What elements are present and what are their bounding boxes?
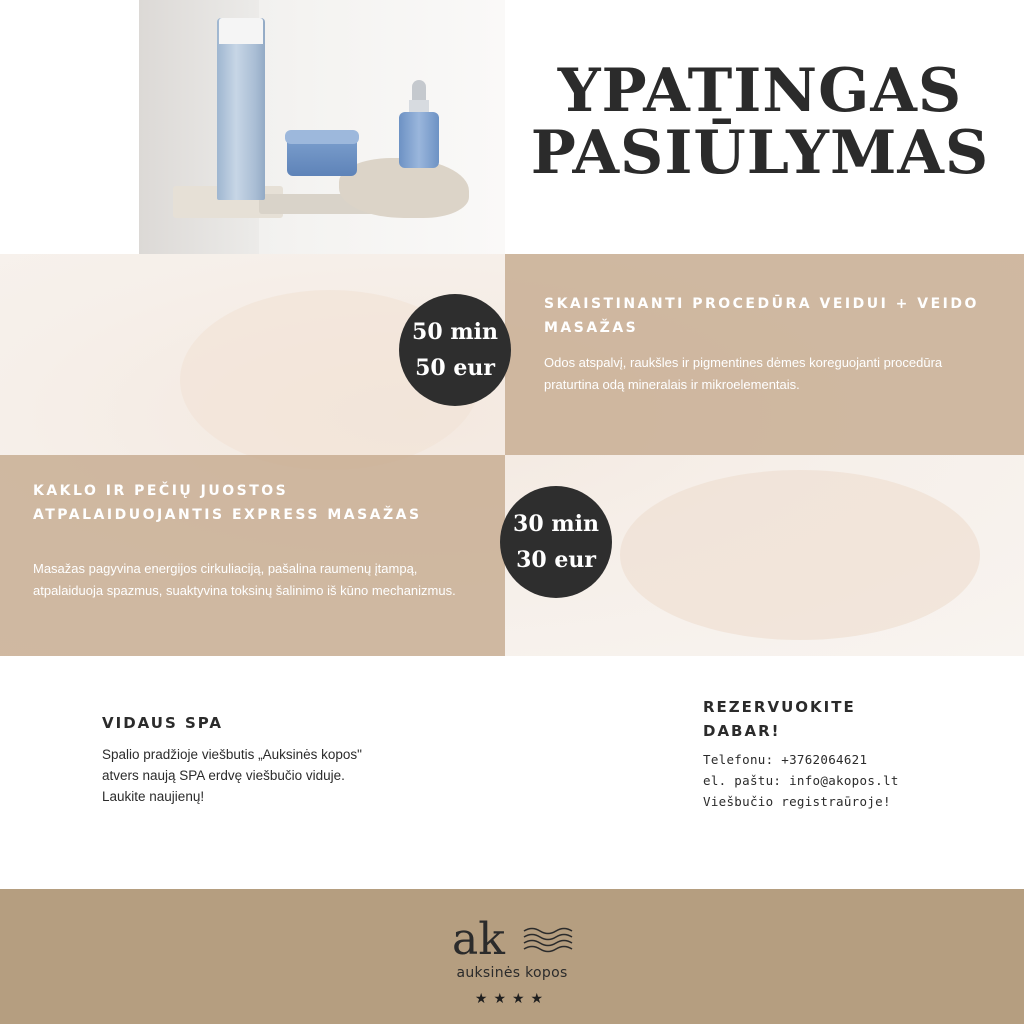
spa-heading: VIDAUS SPA bbox=[102, 714, 224, 732]
toner-bottle bbox=[217, 18, 265, 200]
reception-text: Viešbučio registraūroje! bbox=[703, 794, 891, 809]
spa-text bbox=[102, 744, 422, 807]
email-text[interactable]: el. paštu: info@akopos.lt bbox=[703, 773, 899, 788]
hotel-logo bbox=[432, 907, 592, 1017]
offer-2-price: 30 eur bbox=[516, 547, 596, 573]
jar-lid bbox=[285, 130, 359, 144]
offer-1-price-badge bbox=[399, 294, 511, 406]
offer-2-duration: 30 min bbox=[513, 511, 599, 537]
spa-text-line: atvers naują SPA erdvę viešbučio viduje. bbox=[102, 768, 345, 783]
contact-info bbox=[703, 749, 899, 812]
serum-bottle bbox=[399, 112, 439, 168]
logo-mark: ak bbox=[452, 914, 505, 965]
spa-text-line: Laukite naujienų! bbox=[102, 789, 205, 804]
hand-shape bbox=[620, 470, 980, 640]
offer-2-description: Masažas pagyvina energijos cirkuliaciją, pašalina raumenų įtampą, atpalaiduoja spazmus, suaktyvina toksinų šalinimo iš kūno mechanizmus. bbox=[33, 561, 456, 598]
bottle-cap bbox=[219, 18, 263, 44]
offer-2-price-badge bbox=[500, 486, 612, 598]
headline-line2: PASIŪLYMAS bbox=[530, 118, 990, 188]
spa-text-line: Spalio pradžioje viešbutis „Auksinės kopos" bbox=[102, 747, 362, 762]
wave-icon bbox=[522, 925, 574, 955]
headline-line1: YPATINGAS bbox=[557, 56, 963, 126]
offer-1-title: SKAISTINANTI PROCEDŪRA VEIDUI + VEIDO MASAŽAS bbox=[544, 296, 979, 336]
headline bbox=[520, 56, 1000, 188]
phone-text[interactable]: Telefonu: +3762064621 bbox=[703, 752, 868, 767]
dropper bbox=[412, 80, 426, 102]
offer-1-duration: 50 min bbox=[412, 319, 498, 345]
offer-1-price: 50 eur bbox=[415, 355, 495, 381]
reservation-heading: REZERVUOKITE DABAR! bbox=[703, 698, 856, 740]
offer-2-title: KAKLO IR PEČIŲ JUOSTOS ATPALAIDUOJANTIS EXPRESS MASAŽAS bbox=[33, 483, 422, 523]
product-photo bbox=[139, 0, 505, 254]
logo-name: auksinės kopos bbox=[456, 965, 568, 981]
star-icon: ★★★★ bbox=[474, 991, 550, 1007]
offer-1-description: Odos atspalvį, raukšles ir pigmentines dėmes koreguojanti procedūra praturtina odą mineralais ir mikroelementais. bbox=[544, 355, 943, 392]
